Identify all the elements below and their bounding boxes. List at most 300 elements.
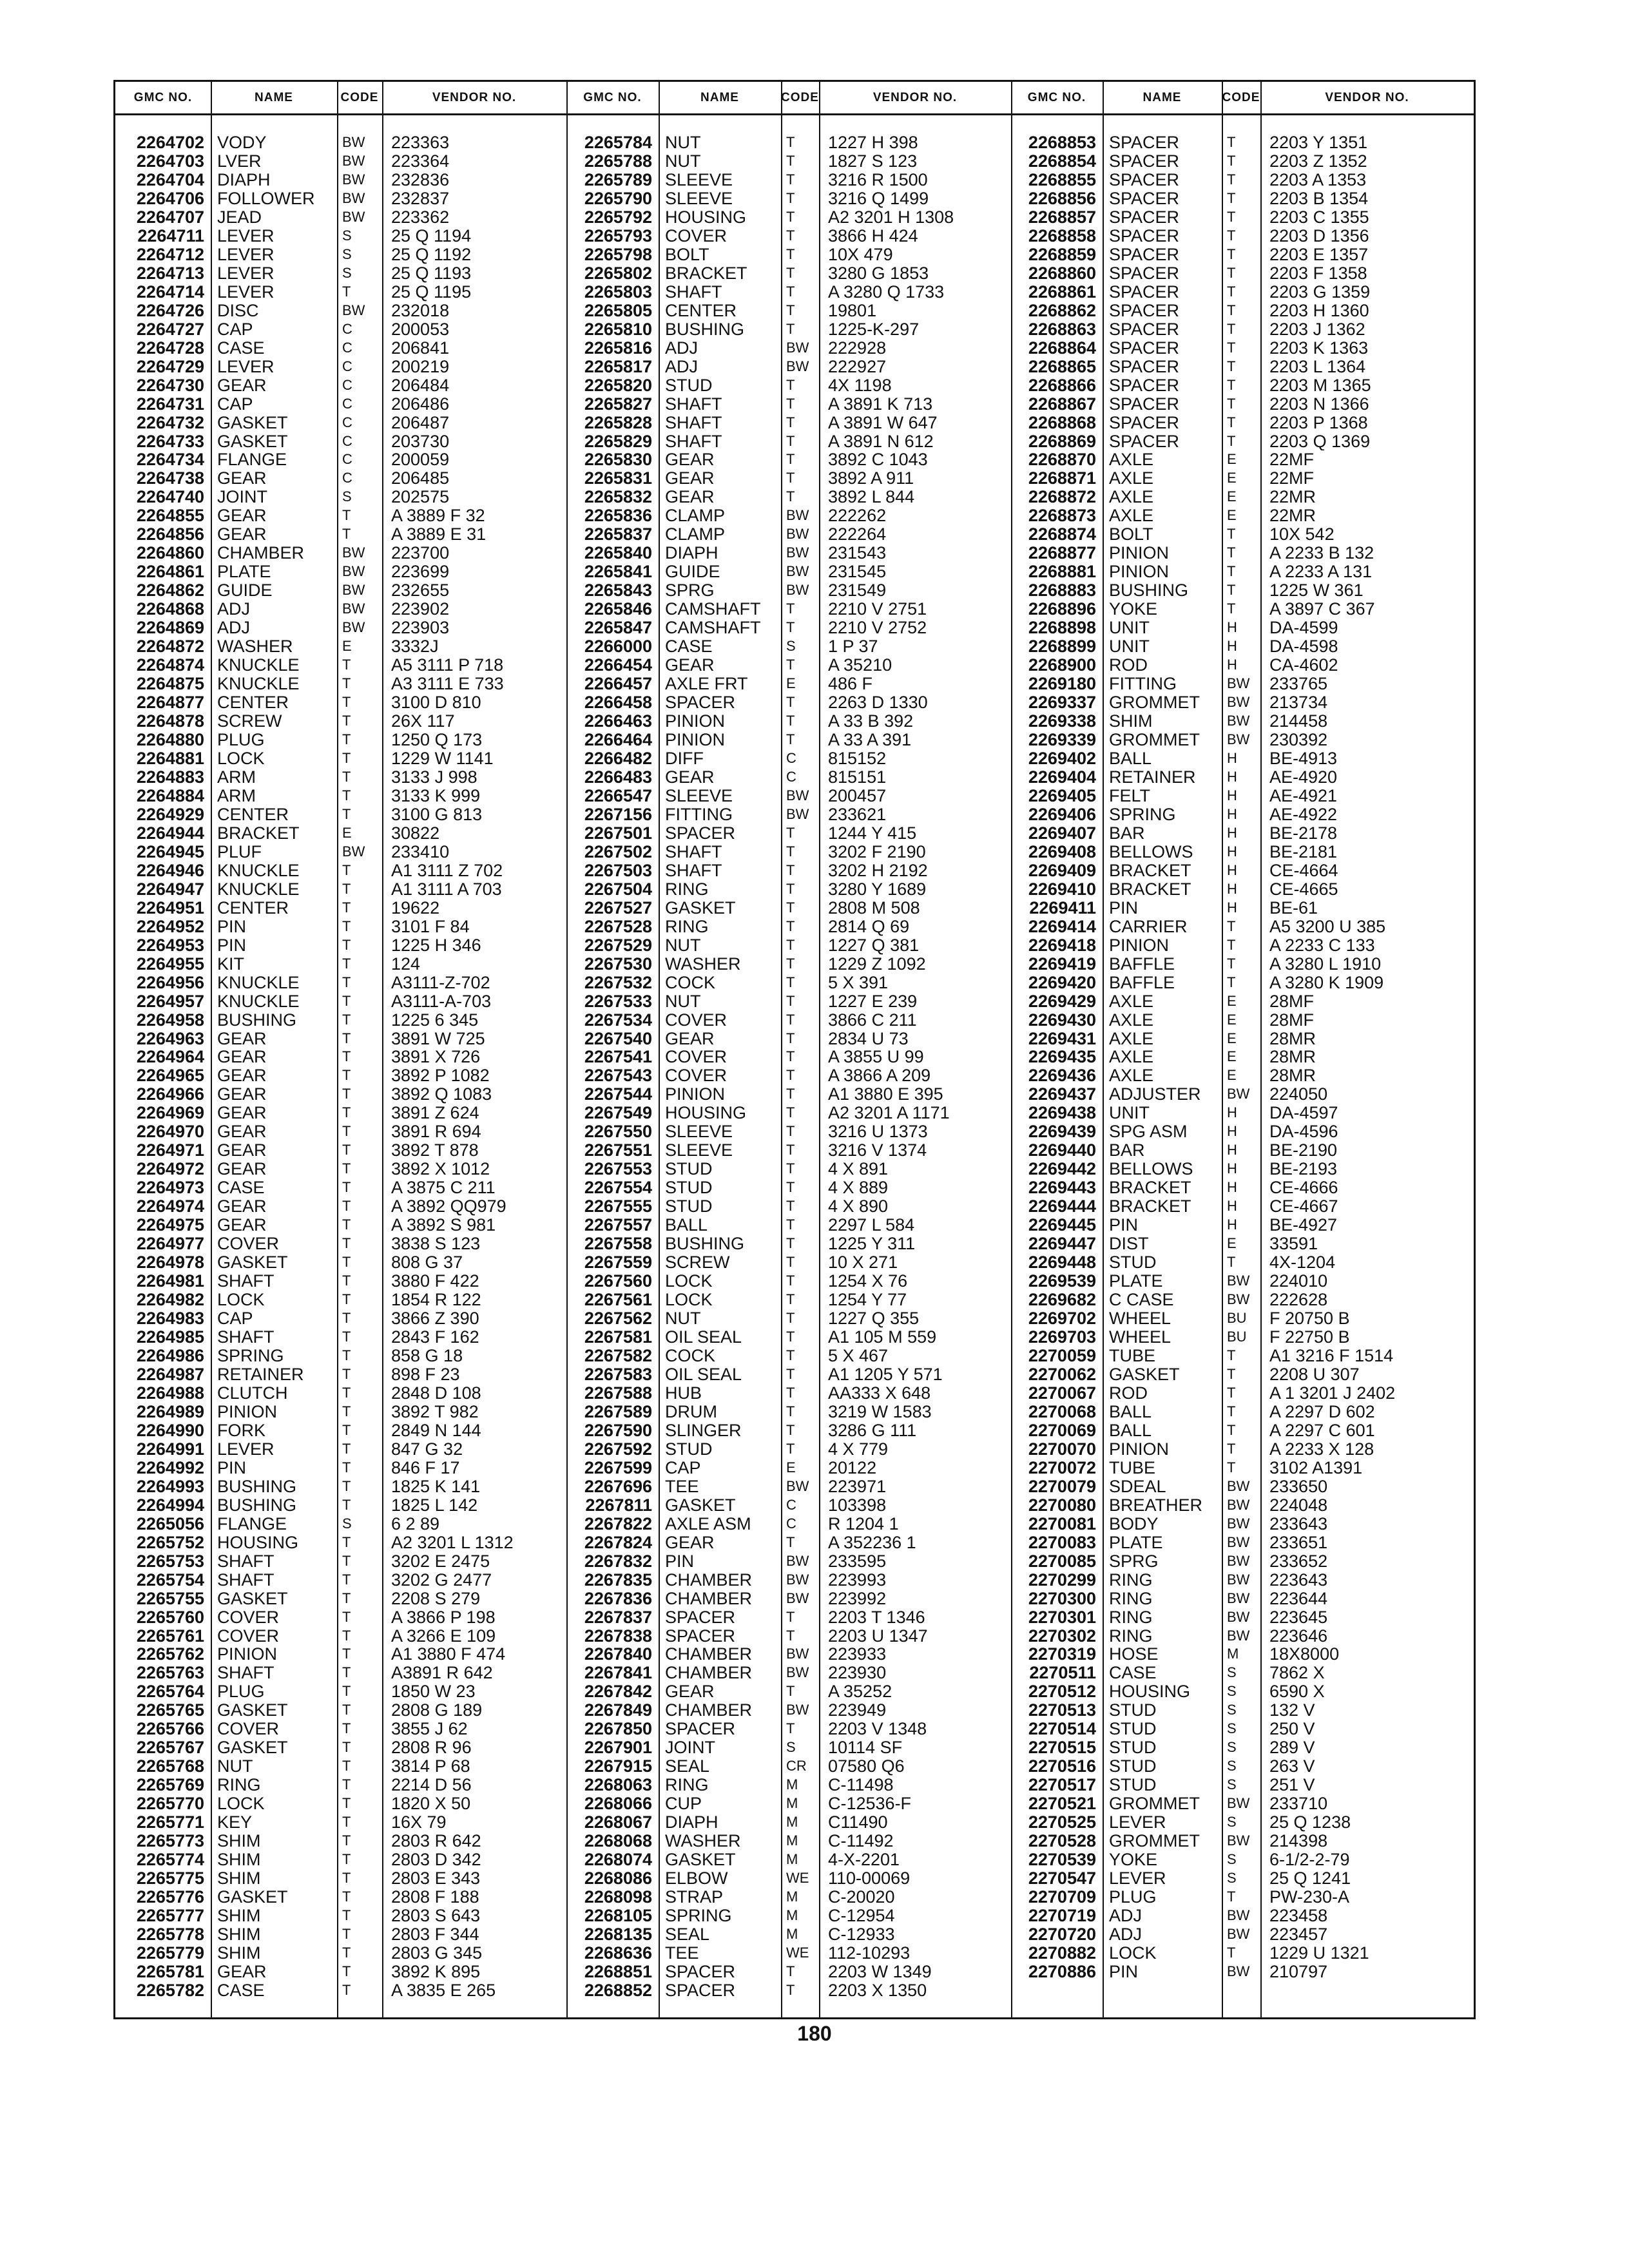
gmc-no-cell: 2265762 (136, 1645, 204, 1664)
name-cell: JEAD (217, 207, 262, 227)
name-cell: RETAINER (217, 1365, 304, 1384)
gmc-no-cell: 2268872 (1028, 488, 1096, 507)
vendor-no-cell: 3280 Y 1689 (828, 879, 927, 899)
vendor-no-cell: CE-4666 (1269, 1178, 1338, 1198)
name-cell: SPRING (217, 1346, 284, 1365)
vendor-no-cell: 3332J (391, 637, 439, 657)
code-cell: BW (786, 1590, 809, 1606)
name-cell: GASKET (217, 1738, 288, 1758)
vendor-no-cell: 289 V (1269, 1738, 1315, 1758)
code-cell: S (342, 488, 352, 505)
name-cell: CASE (1109, 1664, 1157, 1683)
vendor-no-cell: 223363 (391, 133, 450, 152)
vendor-no-cell: 19622 (391, 898, 440, 918)
code-cell: T (1227, 358, 1236, 374)
vendor-no-cell: 2803 F 344 (391, 1925, 479, 1944)
table-row (115, 899, 1474, 918)
vendor-no-cell: 233650 (1269, 1477, 1328, 1496)
vendor-no-cell: 224010 (1269, 1272, 1328, 1291)
vendor-no-cell: PW-230-A (1269, 1888, 1350, 1907)
table-row (115, 955, 1474, 974)
gmc-no-cell: 2267822 (584, 1514, 652, 1533)
code-cell: T (1227, 1888, 1236, 1905)
code-cell: T (342, 1030, 351, 1046)
column-divider (566, 82, 568, 2017)
code-cell: T (342, 694, 351, 711)
table-row (115, 805, 1474, 824)
code-cell: T (342, 1870, 351, 1887)
name-cell: SHAFT (217, 1552, 275, 1571)
vendor-no-cell: 2803 R 642 (391, 1832, 481, 1851)
gmc-no-cell: 2269418 (1028, 936, 1096, 955)
vendor-no-cell: A 3280 Q 1733 (828, 282, 945, 302)
header-name: NAME (255, 91, 293, 104)
name-cell: COCK (665, 1346, 716, 1365)
table-row (115, 469, 1474, 488)
name-cell: SPRING (1109, 805, 1176, 824)
gmc-no-cell: 2264955 (136, 954, 204, 974)
name-cell: SHAFT (665, 394, 722, 414)
vendor-no-cell: 28MF (1269, 1010, 1315, 1030)
code-cell: T (1227, 1254, 1236, 1271)
table-row (115, 1608, 1474, 1627)
name-cell: GEAR (217, 1216, 267, 1235)
vendor-no-cell: 223457 (1269, 1925, 1328, 1944)
vendor-no-cell: 2803 G 345 (391, 1943, 483, 1963)
gmc-no-cell: 2267550 (584, 1122, 652, 1142)
code-cell: T (786, 1179, 795, 1196)
vendor-no-cell: F 20750 B (1269, 1309, 1350, 1329)
table-row (115, 1794, 1474, 1813)
name-cell: CENTER (217, 693, 289, 713)
name-cell: AXLE (1109, 488, 1154, 507)
gmc-no-cell: 2264971 (136, 1141, 204, 1160)
name-cell: BRACKET (665, 264, 747, 283)
vendor-no-cell: A 3835 E 265 (391, 1981, 496, 2000)
table-row (115, 1981, 1474, 2000)
code-cell: T (786, 227, 795, 244)
name-cell: SPACER (1109, 432, 1180, 451)
gmc-no-cell: 2265774 (136, 1850, 204, 1870)
name-cell: BOLT (665, 245, 709, 264)
vendor-no-cell: 214458 (1269, 712, 1328, 731)
gmc-no-cell: 2265778 (136, 1925, 204, 1944)
code-cell: T (786, 1291, 795, 1308)
code-cell: BW (342, 152, 365, 169)
name-cell: RETAINER (1109, 767, 1196, 787)
code-cell: M (786, 1907, 798, 1924)
vendor-no-cell: BE-2193 (1269, 1160, 1338, 1179)
code-cell: T (342, 1440, 351, 1457)
name-cell: HOUSING (665, 207, 747, 227)
code-cell: T (342, 1011, 351, 1028)
gmc-no-cell: 2267555 (584, 1197, 652, 1216)
code-cell: T (1227, 208, 1236, 225)
name-cell: GEAR (217, 1085, 267, 1104)
code-cell: BW (786, 582, 809, 599)
vendor-no-cell: DA-4597 (1269, 1104, 1338, 1123)
gmc-no-cell: 2265817 (584, 357, 652, 376)
name-cell: LOCK (665, 1272, 713, 1291)
vendor-no-cell: 4X-1204 (1269, 1253, 1336, 1273)
vendor-no-cell: 2203 H 1360 (1269, 301, 1369, 320)
gmc-no-cell: 2270547 (1028, 1869, 1096, 1888)
vendor-no-cell: 846 F 17 (391, 1458, 460, 1477)
vendor-no-cell: 2814 Q 69 (828, 917, 910, 936)
vendor-no-cell: 2803 S 643 (391, 1907, 481, 1926)
code-cell: H (1227, 657, 1237, 673)
table-row (115, 1963, 1474, 1981)
vendor-no-cell: CE-4664 (1269, 861, 1338, 880)
gmc-no-cell: 2266463 (584, 712, 652, 731)
code-cell: T (786, 451, 795, 468)
code-cell: T (1227, 189, 1236, 206)
name-cell: RING (1109, 1589, 1153, 1608)
vendor-no-cell: 223993 (828, 1570, 887, 1590)
name-cell: AXLE FRT (665, 675, 748, 694)
name-cell: SHIM (217, 1925, 261, 1944)
gmc-no-cell: 2265776 (136, 1888, 204, 1907)
code-cell: T (786, 171, 795, 187)
gmc-no-cell: 2269539 (1028, 1272, 1096, 1291)
name-cell: LEVER (217, 245, 275, 264)
table-row (115, 1291, 1474, 1309)
name-cell: GASKET (665, 898, 736, 918)
code-cell: BU (1227, 1329, 1247, 1345)
name-cell: SPACER (1109, 301, 1180, 320)
name-cell: CASE (217, 1178, 265, 1198)
code-cell: T (786, 1198, 795, 1215)
name-cell: HOUSING (217, 1533, 299, 1552)
code-cell: T (342, 992, 351, 1009)
name-cell: CASE (217, 1981, 265, 2000)
gmc-no-cell: 2269429 (1028, 992, 1096, 1011)
name-cell: SPACER (1109, 282, 1180, 302)
name-cell: YOKE (1109, 600, 1158, 619)
code-cell: CR (786, 1758, 807, 1774)
code-cell: T (342, 657, 351, 673)
name-cell: NUT (665, 936, 701, 955)
name-cell: PLUG (1109, 1888, 1157, 1907)
gmc-no-cell: 2269405 (1028, 786, 1096, 805)
code-cell: BW (1227, 1515, 1250, 1532)
name-cell: SLEEVE (665, 786, 733, 805)
code-cell: BW (786, 526, 809, 543)
code-cell: S (342, 245, 352, 262)
table-row (115, 1104, 1474, 1122)
vendor-no-cell: 1229 U 1321 (1269, 1943, 1369, 1963)
vendor-no-cell: 233595 (828, 1552, 887, 1571)
name-cell: SHIM (217, 1943, 261, 1963)
code-cell: BW (786, 339, 809, 356)
name-cell: PLATE (217, 562, 271, 582)
code-cell: BW (342, 544, 365, 561)
name-cell: BRACKET (1109, 1197, 1191, 1216)
name-cell: UNIT (1109, 619, 1150, 638)
vendor-no-cell: C-11498 (828, 1776, 894, 1795)
name-cell: STUD (665, 1160, 713, 1179)
code-cell: T (1227, 563, 1236, 580)
name-cell: BUSHING (217, 1477, 297, 1496)
name-cell: DRUM (665, 1402, 717, 1421)
code-cell: T (342, 731, 351, 747)
table-row (115, 992, 1474, 1011)
name-cell: LOCK (217, 749, 265, 768)
gmc-no-cell: 2269439 (1028, 1122, 1096, 1142)
name-cell: CAP (665, 1458, 701, 1477)
code-cell: C (786, 768, 796, 785)
gmc-no-cell: 2264945 (136, 842, 204, 861)
gmc-no-cell: 2264738 (136, 469, 204, 488)
gmc-no-cell: 2264956 (136, 973, 204, 992)
table-row (115, 358, 1474, 376)
vendor-no-cell: 1244 Y 415 (828, 823, 917, 843)
vendor-no-cell: 203730 (391, 432, 450, 451)
vendor-no-cell: AE-4921 (1269, 786, 1338, 805)
code-cell: T (342, 1814, 351, 1831)
code-cell: C (786, 1496, 796, 1513)
table-row (115, 1030, 1474, 1048)
code-cell: T (342, 1310, 351, 1327)
name-cell: BODY (1109, 1514, 1159, 1533)
name-cell: ADJ (1109, 1925, 1142, 1944)
table-row (115, 1496, 1474, 1515)
vendor-no-cell: 3866 H 424 (828, 226, 918, 245)
name-cell: NUT (217, 1757, 253, 1776)
table-row (115, 1813, 1474, 1832)
gmc-no-cell: 2267583 (584, 1365, 652, 1384)
vendor-no-cell: 206486 (391, 394, 450, 414)
vendor-no-cell: 4 X 889 (828, 1178, 889, 1198)
vendor-no-cell: A 2233 X 128 (1269, 1439, 1374, 1459)
code-cell: BW (786, 563, 809, 580)
vendor-no-cell: 223971 (828, 1477, 887, 1496)
vendor-no-cell: 110-00069 (828, 1869, 911, 1888)
code-cell: T (786, 918, 795, 934)
vendor-no-cell: C-12536-F (828, 1794, 912, 1814)
name-cell: GASKET (1109, 1365, 1180, 1384)
table-row (115, 824, 1474, 843)
vendor-no-cell: 2203 W 1349 (828, 1962, 932, 1981)
gmc-no-cell: 2269682 (1028, 1291, 1096, 1310)
gmc-no-cell: 2267837 (584, 1608, 652, 1627)
gmc-no-cell: 2267534 (584, 1010, 652, 1030)
code-cell: BW (1227, 1571, 1250, 1588)
gmc-no-cell: 2269337 (1028, 693, 1096, 713)
vendor-no-cell: 233765 (1269, 675, 1328, 694)
name-cell: HOSE (1109, 1645, 1159, 1664)
vendor-no-cell: A 1 3201 J 2402 (1269, 1383, 1396, 1403)
name-cell: NUT (665, 133, 701, 152)
name-cell: TEE (665, 1943, 699, 1963)
vendor-no-cell: 2203 D 1356 (1269, 226, 1369, 245)
vendor-no-cell: 858 G 18 (391, 1346, 463, 1365)
name-cell: SPACER (1109, 376, 1180, 395)
name-cell: PINION (665, 731, 726, 749)
code-cell: E (1227, 451, 1237, 468)
gmc-no-cell: 2265754 (136, 1570, 204, 1590)
vendor-no-cell: 2208 S 279 (391, 1589, 481, 1608)
table-row (115, 227, 1474, 245)
gmc-no-cell: 2264711 (137, 226, 204, 245)
gmc-no-cell: 2270539 (1028, 1850, 1096, 1870)
gmc-no-cell: 2264991 (136, 1439, 204, 1459)
vendor-no-cell: 1225 Y 311 (828, 1235, 916, 1254)
name-cell: GASKET (217, 1888, 288, 1907)
gmc-no-cell: 2267527 (584, 898, 652, 918)
code-cell: C (342, 320, 352, 337)
code-cell: BW (1227, 713, 1250, 729)
gmc-no-cell: 2265768 (136, 1757, 204, 1776)
vendor-no-cell: DA-4599 (1269, 619, 1338, 638)
vendor-no-cell: 6 2 89 (391, 1514, 440, 1533)
code-cell: T (342, 1683, 351, 1700)
vendor-no-cell: A 35252 (828, 1682, 892, 1702)
code-cell: T (1227, 376, 1236, 393)
name-cell: PIN (217, 917, 247, 936)
vendor-no-cell: 2203 X 1350 (828, 1981, 927, 2000)
gmc-no-cell: 2269703 (1028, 1328, 1096, 1347)
gmc-no-cell: 2267551 (584, 1141, 652, 1160)
column-divider (211, 82, 212, 2017)
gmc-no-cell: 2267532 (584, 973, 652, 992)
gmc-no-cell: 2267841 (584, 1664, 652, 1683)
code-cell: T (342, 1216, 351, 1233)
vendor-no-cell: 1254 Y 77 (828, 1291, 907, 1310)
code-cell: T (1227, 1347, 1236, 1363)
code-cell: T (342, 1496, 351, 1513)
name-cell: STUD (1109, 1720, 1157, 1739)
table-row (115, 637, 1474, 656)
name-cell: LEVER (217, 357, 275, 376)
name-cell: GEAR (217, 376, 267, 395)
name-cell: PLUG (217, 1682, 265, 1702)
vendor-no-cell: 1850 W 23 (391, 1682, 476, 1702)
gmc-no-cell: 2266458 (584, 693, 652, 713)
gmc-no-cell: 2268636 (584, 1943, 652, 1963)
gmc-no-cell: 2264702 (136, 133, 204, 152)
vendor-no-cell: 3216 V 1374 (828, 1141, 927, 1160)
code-cell: T (342, 1160, 351, 1177)
code-cell: E (1227, 1011, 1237, 1028)
vendor-no-cell: 223364 (391, 151, 450, 171)
code-cell: T (342, 1590, 351, 1606)
vendor-no-cell: 19801 (828, 301, 877, 320)
table-row (115, 600, 1474, 619)
code-cell: T (786, 1216, 795, 1233)
gmc-no-cell: 2264880 (136, 731, 204, 749)
name-cell: OIL SEAL (665, 1328, 742, 1347)
vendor-no-cell: A 2297 C 601 (1269, 1421, 1375, 1440)
code-cell: H (1227, 1123, 1237, 1140)
table-row (115, 1085, 1474, 1104)
code-cell: T (342, 1851, 351, 1868)
name-cell: GROMMET (1109, 1832, 1200, 1851)
vendor-no-cell: A 33 B 392 (828, 712, 914, 731)
code-cell: E (786, 675, 796, 692)
table-row (115, 1720, 1474, 1738)
vendor-no-cell: 132 V (1269, 1701, 1315, 1720)
name-cell: PIN (1109, 1216, 1139, 1235)
gmc-no-cell: 2265829 (584, 432, 652, 451)
gmc-no-cell: 2269442 (1028, 1160, 1096, 1179)
vendor-no-cell: 2203 Z 1352 (1269, 151, 1367, 171)
code-cell: E (1227, 470, 1237, 486)
vendor-no-cell: 1229 W 1141 (391, 749, 494, 768)
vendor-no-cell: C-12933 (828, 1925, 895, 1944)
vendor-no-cell: 2803 D 342 (391, 1850, 481, 1870)
code-cell: T (786, 713, 795, 729)
table-row (115, 1776, 1474, 1794)
gmc-no-cell: 2268870 (1028, 450, 1096, 470)
table-row (115, 1459, 1474, 1477)
name-cell: GUIDE (665, 562, 720, 582)
page-number: 180 (797, 2022, 832, 2045)
vendor-no-cell: A2 3201 H 1308 (828, 207, 954, 227)
vendor-no-cell: 22MF (1269, 469, 1315, 488)
vendor-no-cell: 3892 C 1043 (828, 450, 928, 470)
gmc-no-cell: 2264734 (136, 450, 204, 470)
code-cell: T (342, 1291, 351, 1308)
name-cell: BRACKET (1109, 879, 1191, 899)
name-cell: KNUCKLE (217, 992, 300, 1011)
vendor-no-cell: 4-X-2201 (828, 1850, 900, 1870)
name-cell: STUD (665, 376, 713, 395)
code-cell: T (786, 208, 795, 225)
table-row (115, 133, 1474, 152)
code-cell: C (342, 376, 352, 393)
vendor-no-cell: 22MF (1269, 450, 1315, 470)
column-divider (1103, 82, 1104, 2017)
name-cell: SLEEVE (665, 1141, 733, 1160)
code-cell: T (786, 1254, 795, 1271)
name-cell: DIAPH (665, 1813, 718, 1832)
code-cell: H (1227, 1160, 1237, 1177)
gmc-no-cell: 2267503 (584, 861, 652, 880)
vendor-no-cell: A 352236 1 (828, 1533, 916, 1552)
vendor-no-cell: R 1204 1 (828, 1514, 899, 1533)
gmc-no-cell: 2266000 (584, 637, 652, 657)
gmc-no-cell: 2265775 (136, 1869, 204, 1888)
table-row (115, 1682, 1474, 1701)
vendor-no-cell: A3111-Z-702 (391, 973, 490, 992)
table-row (115, 1216, 1474, 1235)
code-cell: T (786, 320, 795, 337)
gmc-no-cell: 2264704 (136, 170, 204, 189)
code-cell: T (786, 1683, 795, 1700)
code-cell: T (1227, 955, 1236, 972)
code-cell: T (786, 1142, 795, 1158)
vendor-no-cell: 200059 (391, 450, 450, 470)
name-cell: ADJ (665, 357, 699, 376)
code-cell: BW (1227, 694, 1250, 711)
code-cell: T (1227, 544, 1236, 561)
gmc-no-cell: 2264986 (136, 1346, 204, 1365)
code-cell: T (342, 1571, 351, 1588)
gmc-no-cell: 2264952 (136, 917, 204, 936)
gmc-no-cell: 2267549 (584, 1104, 652, 1123)
name-cell: STUD (665, 1439, 713, 1459)
vendor-no-cell: BE-4927 (1269, 1216, 1338, 1235)
code-cell: T (1227, 1459, 1236, 1475)
vendor-no-cell: 1225 W 361 (1269, 581, 1364, 601)
code-cell: T (342, 1198, 351, 1215)
gmc-no-cell: 2270513 (1028, 1701, 1096, 1720)
name-cell: GEAR (217, 1122, 267, 1142)
gmc-no-cell: 2267901 (584, 1738, 652, 1758)
vendor-no-cell: 3892 X 1012 (391, 1160, 490, 1179)
vendor-no-cell: A3111-A-703 (391, 992, 492, 1011)
